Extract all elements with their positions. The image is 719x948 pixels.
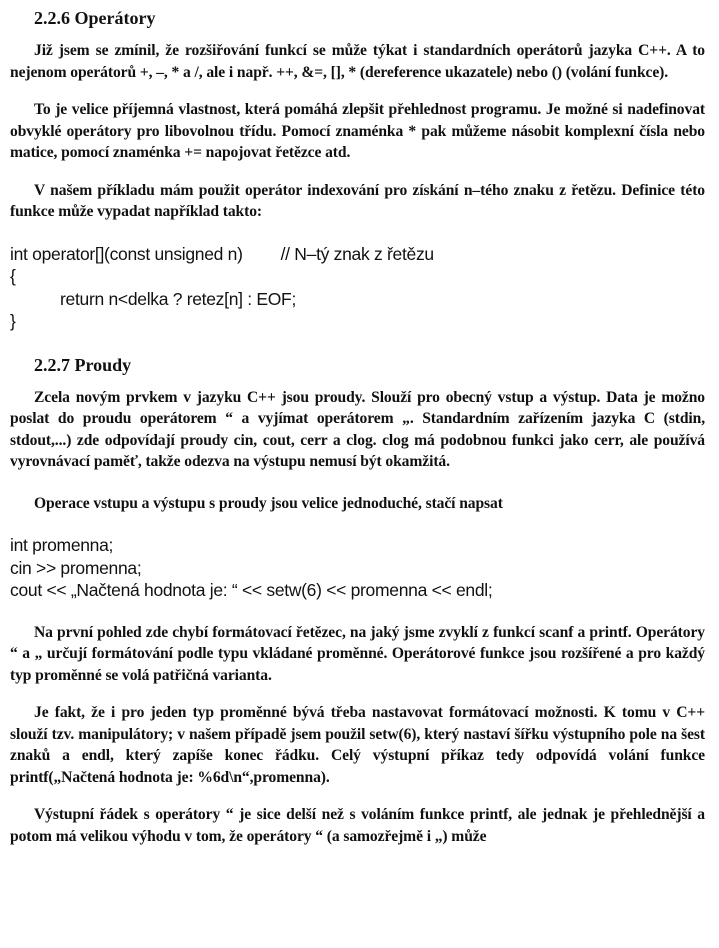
document-page — [10, 6, 705, 847]
paragraph-streams-intro: Zcela novým prvkem v jazyku C++ jsou proudy. Slouží pro obecný vstup a výstup. Data je možno poslat do proudu operátorem “ a vyjímat operátorem „. Standardním zařízením jazyka C (stdin, stdout,...) zde odpovídají proudy cin, cout, cerr a clog. clog má podobnou funkci jako cerr, ale používá vyrovnávací paměť, takže odezva na výstupu nemusí být okamžitá. — [10, 388, 705, 470]
paragraph-operators-benefits: To je velice příjemná vlastnost, která pomáhá zlepšit přehlednost programu. Je možné si nadefinovat obvyklé operátory pro libovolnou třídu. Pomocí znaménka * pak můžeme násobit komplexní čísla nebo matice, pomocí znaménka += napojovat řetězce atd. — [10, 101, 705, 161]
spacer — [10, 602, 705, 622]
code-line: cin >> promenna; — [10, 557, 142, 578]
paragraph-operators-example: V našem příkladu mám použit operátor indexování pro získání n–tého znaku z řetězu. Definice této funkce může vypadat například takto: — [10, 181, 705, 220]
code-text: int operator[](const unsigned n) — [10, 243, 243, 264]
spacer — [10, 83, 705, 99]
paragraph-streams-usage: Operace vstupu a výstupu s proudy jsou velice jednoduché, stačí napsat — [34, 494, 503, 512]
spacer — [10, 164, 705, 180]
paragraph-streams-manipulators: Je fakt, že i pro jeden typ proměnné bývá třeba nastavovat formátovací možnosti. K tomu v C++ slouží tzv. manipulátory; v našem případě jsem použil setw(6), který nastaví šířku výstupního pole na šest znaků a endl, který zapíše konec řádku. Celý výstupní příkaz tedy odpovídá volání funkce printf(„Načtená hodnota je: %6d\n“,promenna). — [10, 704, 705, 786]
code-block-operator — [10, 243, 705, 333]
spacer — [10, 788, 705, 804]
code-line — [10, 243, 705, 266]
spacer — [10, 377, 705, 387]
code-line: { — [10, 266, 16, 286]
code-line: int promenna; — [10, 535, 114, 555]
spacer — [10, 473, 705, 493]
code-block-streams — [10, 534, 705, 602]
section-heading-operators: 2.2.6 Operátory — [34, 8, 156, 28]
paragraph-streams-output: Výstupní řádek s operátory “ je sice delší než s voláním funkce printf, ale jednak je přehlednější a potom má velikou výhodu v tom, že operátory “ (a samozřejmě i „) může — [10, 806, 705, 845]
spacer — [10, 30, 705, 40]
code-line: cout << „Načtená hodnota je: “ << setw(6) << promenna << endl; — [10, 580, 493, 600]
code-line: return n<delka ? retez[n] : EOF; — [60, 288, 297, 309]
spacer — [10, 223, 705, 243]
code-comment: // N–tý znak z řetězu — [280, 243, 434, 264]
spacer — [10, 686, 705, 702]
code-line: } — [10, 311, 16, 331]
paragraph-streams-formatting: Na první pohled zde chybí formátovací řetězec, na jaký jsme zvyklí z funkcí scanf a printf. Operátory “ a „ určují formátování podle typu vkládané proměnné. Operátorové funkce jsou rozšířené a pro každý typ proměnné se volá patřičná varianta. — [10, 623, 705, 684]
section-heading-streams: 2.2.7 Proudy — [34, 354, 132, 375]
spacer — [10, 333, 705, 353]
spacer — [10, 514, 705, 534]
paragraph-operators-intro: Již jsem se zmínil, že rozšiřování funkcí se může týkat i standardních operátorů jazyka C++. A to nejenom operátorů +, –, * a /, ale i např. ++, &=, [], * (dereference ukazatele) nebo () (volání funkce). — [10, 42, 705, 81]
